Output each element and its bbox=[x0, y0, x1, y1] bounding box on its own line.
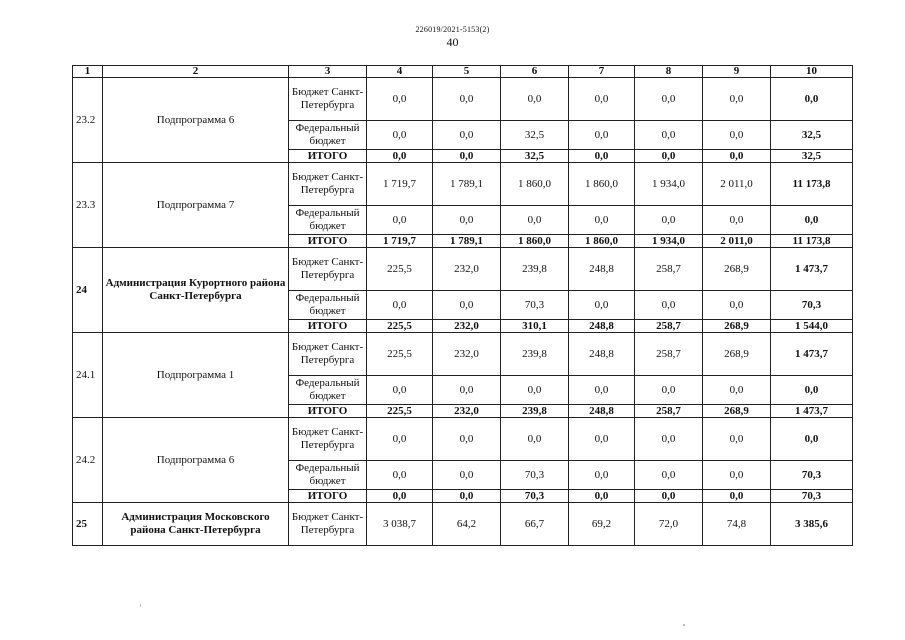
source-label: Бюджет Санкт-Петербурга bbox=[289, 333, 367, 376]
scan-speck bbox=[140, 604, 141, 607]
value-cell: 70,3 bbox=[501, 461, 569, 490]
value-cell: 0,0 bbox=[771, 376, 853, 405]
column-header: 9 bbox=[703, 66, 771, 78]
value-cell: 1 719,7 bbox=[367, 163, 433, 206]
value-cell: 0,0 bbox=[433, 78, 501, 121]
value-cell: 0,0 bbox=[635, 206, 703, 235]
column-header: 5 bbox=[433, 66, 501, 78]
column-header: 6 bbox=[501, 66, 569, 78]
value-cell: 225,5 bbox=[367, 333, 433, 376]
value-cell: 0,0 bbox=[569, 376, 635, 405]
source-label: Бюджет Санкт-Петербурга bbox=[289, 503, 367, 546]
column-header: 8 bbox=[635, 66, 703, 78]
value-cell: 69,2 bbox=[569, 503, 635, 546]
total-label: ИТОГО bbox=[289, 150, 367, 163]
source-label: Федеральный бюджет bbox=[289, 121, 367, 150]
total-cell: 248,8 bbox=[569, 405, 635, 418]
table-row bbox=[73, 333, 853, 376]
value-cell: 0,0 bbox=[433, 291, 501, 320]
table-row bbox=[73, 503, 853, 546]
value-cell: 0,0 bbox=[501, 206, 569, 235]
table-row bbox=[73, 418, 853, 461]
source-label: Федеральный бюджет bbox=[289, 206, 367, 235]
column-header: 4 bbox=[367, 66, 433, 78]
value-cell: 0,0 bbox=[367, 291, 433, 320]
value-cell: 0,0 bbox=[433, 418, 501, 461]
value-cell: 1 473,7 bbox=[771, 248, 853, 291]
value-cell: 32,5 bbox=[771, 121, 853, 150]
value-cell: 268,9 bbox=[703, 248, 771, 291]
total-cell: 2 011,0 bbox=[703, 235, 771, 248]
value-cell: 74,8 bbox=[703, 503, 771, 546]
value-cell: 0,0 bbox=[635, 418, 703, 461]
total-cell: 0,0 bbox=[703, 490, 771, 503]
document-id: 226019/2021-5153(2) bbox=[415, 25, 490, 34]
total-cell: 310,1 bbox=[501, 320, 569, 333]
value-cell: 258,7 bbox=[635, 333, 703, 376]
row-code: 23.2 bbox=[73, 78, 103, 163]
value-cell: 0,0 bbox=[703, 418, 771, 461]
column-header-row bbox=[73, 66, 853, 78]
total-cell: 1 473,7 bbox=[771, 405, 853, 418]
value-cell: 0,0 bbox=[433, 376, 501, 405]
column-header: 2 bbox=[103, 66, 289, 78]
total-cell: 225,5 bbox=[367, 405, 433, 418]
value-cell: 0,0 bbox=[433, 461, 501, 490]
value-cell: 72,0 bbox=[635, 503, 703, 546]
value-cell: 248,8 bbox=[569, 333, 635, 376]
total-cell: 1 719,7 bbox=[367, 235, 433, 248]
source-label: Федеральный бюджет bbox=[289, 376, 367, 405]
value-cell: 0,0 bbox=[703, 206, 771, 235]
value-cell: 225,5 bbox=[367, 248, 433, 291]
value-cell: 3 038,7 bbox=[367, 503, 433, 546]
value-cell: 0,0 bbox=[569, 291, 635, 320]
value-cell: 232,0 bbox=[433, 333, 501, 376]
value-cell: 66,7 bbox=[501, 503, 569, 546]
source-label: Бюджет Санкт-Петербурга bbox=[289, 248, 367, 291]
value-cell: 0,0 bbox=[367, 78, 433, 121]
total-cell: 70,3 bbox=[771, 490, 853, 503]
value-cell: 3 385,6 bbox=[771, 503, 853, 546]
total-cell: 11 173,8 bbox=[771, 235, 853, 248]
value-cell: 0,0 bbox=[703, 376, 771, 405]
row-name: Подпрограмма 1 bbox=[103, 333, 289, 418]
value-cell: 0,0 bbox=[367, 206, 433, 235]
table-row bbox=[73, 163, 853, 206]
row-code: 24.1 bbox=[73, 333, 103, 418]
value-cell: 64,2 bbox=[433, 503, 501, 546]
total-cell: 268,9 bbox=[703, 320, 771, 333]
value-cell: 70,3 bbox=[771, 461, 853, 490]
row-name: Подпрограмма 7 bbox=[103, 163, 289, 248]
value-cell: 0,0 bbox=[635, 121, 703, 150]
total-cell: 0,0 bbox=[367, 150, 433, 163]
value-cell: 0,0 bbox=[569, 418, 635, 461]
total-cell: 1 789,1 bbox=[433, 235, 501, 248]
value-cell: 0,0 bbox=[703, 78, 771, 121]
value-cell: 0,0 bbox=[771, 206, 853, 235]
row-name: Подпрограмма 6 bbox=[103, 78, 289, 163]
column-header: 7 bbox=[569, 66, 635, 78]
value-cell: 0,0 bbox=[703, 461, 771, 490]
total-cell: 0,0 bbox=[569, 490, 635, 503]
value-cell: 0,0 bbox=[771, 78, 853, 121]
value-cell: 11 173,8 bbox=[771, 163, 853, 206]
total-cell: 0,0 bbox=[569, 150, 635, 163]
source-label: Бюджет Санкт-Петербурга bbox=[289, 163, 367, 206]
value-cell: 1 473,7 bbox=[771, 333, 853, 376]
total-cell: 232,0 bbox=[433, 320, 501, 333]
budget-table bbox=[72, 65, 853, 546]
column-header: 10 bbox=[771, 66, 853, 78]
total-cell: 0,0 bbox=[433, 150, 501, 163]
total-cell: 268,9 bbox=[703, 405, 771, 418]
value-cell: 70,3 bbox=[501, 291, 569, 320]
value-cell: 0,0 bbox=[635, 78, 703, 121]
total-cell: 32,5 bbox=[771, 150, 853, 163]
row-name: Администрация Курортного района Санкт-Петербурга bbox=[103, 248, 289, 333]
total-cell: 232,0 bbox=[433, 405, 501, 418]
row-code: 23.3 bbox=[73, 163, 103, 248]
total-label: ИТОГО bbox=[289, 405, 367, 418]
value-cell: 0,0 bbox=[433, 206, 501, 235]
value-cell: 1 789,1 bbox=[433, 163, 501, 206]
total-cell: 70,3 bbox=[501, 490, 569, 503]
value-cell: 0,0 bbox=[635, 376, 703, 405]
value-cell: 239,8 bbox=[501, 248, 569, 291]
value-cell: 0,0 bbox=[367, 376, 433, 405]
value-cell: 32,5 bbox=[501, 121, 569, 150]
total-cell: 239,8 bbox=[501, 405, 569, 418]
source-label: Бюджет Санкт-Петербурга bbox=[289, 78, 367, 121]
table-row bbox=[73, 78, 853, 121]
value-cell: 0,0 bbox=[433, 121, 501, 150]
value-cell: 0,0 bbox=[635, 461, 703, 490]
source-label: Бюджет Санкт-Петербурга bbox=[289, 418, 367, 461]
total-cell: 0,0 bbox=[433, 490, 501, 503]
value-cell: 0,0 bbox=[703, 121, 771, 150]
value-cell: 1 934,0 bbox=[635, 163, 703, 206]
value-cell: 258,7 bbox=[635, 248, 703, 291]
value-cell: 0,0 bbox=[569, 206, 635, 235]
total-cell: 1 934,0 bbox=[635, 235, 703, 248]
total-cell: 0,0 bbox=[703, 150, 771, 163]
value-cell: 0,0 bbox=[367, 121, 433, 150]
total-cell: 248,8 bbox=[569, 320, 635, 333]
total-cell: 1 544,0 bbox=[771, 320, 853, 333]
value-cell: 0,0 bbox=[501, 78, 569, 121]
value-cell: 0,0 bbox=[569, 121, 635, 150]
total-cell: 0,0 bbox=[635, 150, 703, 163]
row-code: 24.2 bbox=[73, 418, 103, 503]
scan-speck bbox=[683, 624, 685, 626]
source-label: Федеральный бюджет bbox=[289, 291, 367, 320]
total-cell: 1 860,0 bbox=[501, 235, 569, 248]
total-label: ИТОГО bbox=[289, 490, 367, 503]
value-cell: 0,0 bbox=[635, 291, 703, 320]
column-header: 1 bbox=[73, 66, 103, 78]
value-cell: 0,0 bbox=[771, 418, 853, 461]
total-label: ИТОГО bbox=[289, 320, 367, 333]
row-code: 24 bbox=[73, 248, 103, 333]
row-code: 25 bbox=[73, 503, 103, 546]
total-cell: 258,7 bbox=[635, 405, 703, 418]
value-cell: 2 011,0 bbox=[703, 163, 771, 206]
source-label: Федеральный бюджет bbox=[289, 461, 367, 490]
value-cell: 0,0 bbox=[569, 78, 635, 121]
total-cell: 0,0 bbox=[635, 490, 703, 503]
value-cell: 239,8 bbox=[501, 333, 569, 376]
total-cell: 225,5 bbox=[367, 320, 433, 333]
value-cell: 1 860,0 bbox=[569, 163, 635, 206]
value-cell: 232,0 bbox=[433, 248, 501, 291]
row-name: Подпрограмма 6 bbox=[103, 418, 289, 503]
value-cell: 0,0 bbox=[367, 461, 433, 490]
value-cell: 248,8 bbox=[569, 248, 635, 291]
page-number: 40 bbox=[446, 35, 459, 49]
value-cell: 0,0 bbox=[703, 291, 771, 320]
row-name: Администрация Московского района Санкт-Петербурга bbox=[103, 503, 289, 546]
column-header: 3 bbox=[289, 66, 367, 78]
table-row bbox=[73, 248, 853, 291]
total-cell: 32,5 bbox=[501, 150, 569, 163]
value-cell: 0,0 bbox=[501, 376, 569, 405]
total-cell: 258,7 bbox=[635, 320, 703, 333]
value-cell: 70,3 bbox=[771, 291, 853, 320]
total-cell: 0,0 bbox=[367, 490, 433, 503]
value-cell: 1 860,0 bbox=[501, 163, 569, 206]
value-cell: 0,0 bbox=[569, 461, 635, 490]
value-cell: 0,0 bbox=[367, 418, 433, 461]
value-cell: 268,9 bbox=[703, 333, 771, 376]
total-label: ИТОГО bbox=[289, 235, 367, 248]
total-cell: 1 860,0 bbox=[569, 235, 635, 248]
value-cell: 0,0 bbox=[501, 418, 569, 461]
